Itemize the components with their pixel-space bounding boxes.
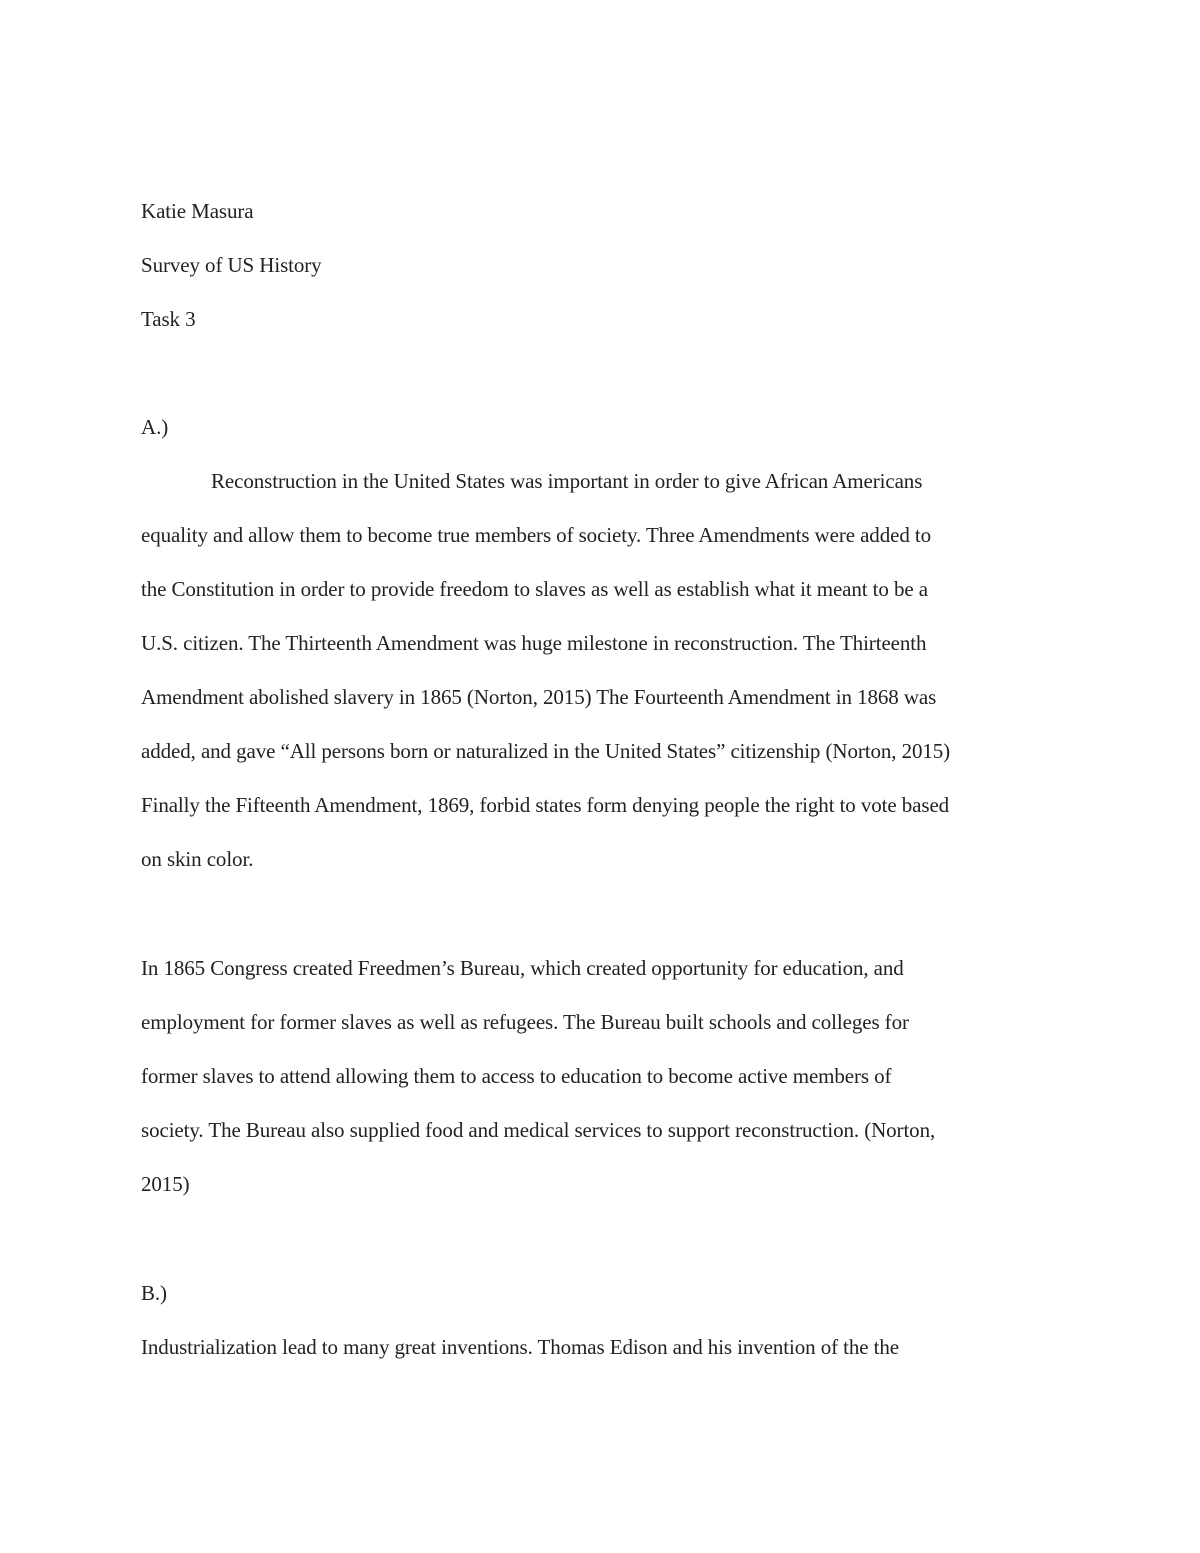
paragraph-line: In 1865 Congress created Freedmen’s Bureau, which created opportunity for education, and <box>141 956 904 980</box>
paragraph-line: on skin color. <box>141 847 254 871</box>
paragraph-line: the Constitution in order to provide freedom to slaves as well as establish what it meant to be a <box>141 577 928 601</box>
paragraph-line: Amendment abolished slavery in 1865 (Norton, 2015) The Fourteenth Amendment in 1868 was <box>141 685 937 709</box>
paragraph-line: added, and gave “All persons born or naturalized in the United States” citizenship (Norton, 2015) <box>141 739 951 763</box>
paragraph-line: U.S. citizen. The Thirteenth Amendment was huge milestone in reconstruction. The Thirteenth <box>141 631 927 655</box>
paragraph-line: employment for former slaves as well as refugees. The Bureau built schools and colleges for <box>141 1010 909 1034</box>
paragraph-line: Finally the Fifteenth Amendment, 1869, forbid states form denying people the right to vote based <box>141 793 950 817</box>
course-title: Survey of US History <box>141 253 322 277</box>
assignment-title: Task 3 <box>141 307 196 331</box>
paragraph-line: Industrialization lead to many great inventions. Thomas Edison and his invention of the the <box>141 1335 900 1359</box>
paragraph-line: Reconstruction in the United States was important in order to give African Americans <box>211 469 923 493</box>
author-name: Katie Masura <box>141 199 254 223</box>
paragraph-line: 2015) <box>141 1172 190 1196</box>
paragraph-line: society. The Bureau also supplied food and medical services to support reconstruction. (Norton, <box>141 1118 936 1142</box>
paragraph-line: former slaves to attend allowing them to access to education to become active members of <box>141 1064 892 1088</box>
paragraph-line: equality and allow them to become true members of society. Three Amendments were added to <box>141 523 932 547</box>
section-a-label: A.) <box>141 415 169 439</box>
section-b-label: B.) <box>141 1281 167 1305</box>
